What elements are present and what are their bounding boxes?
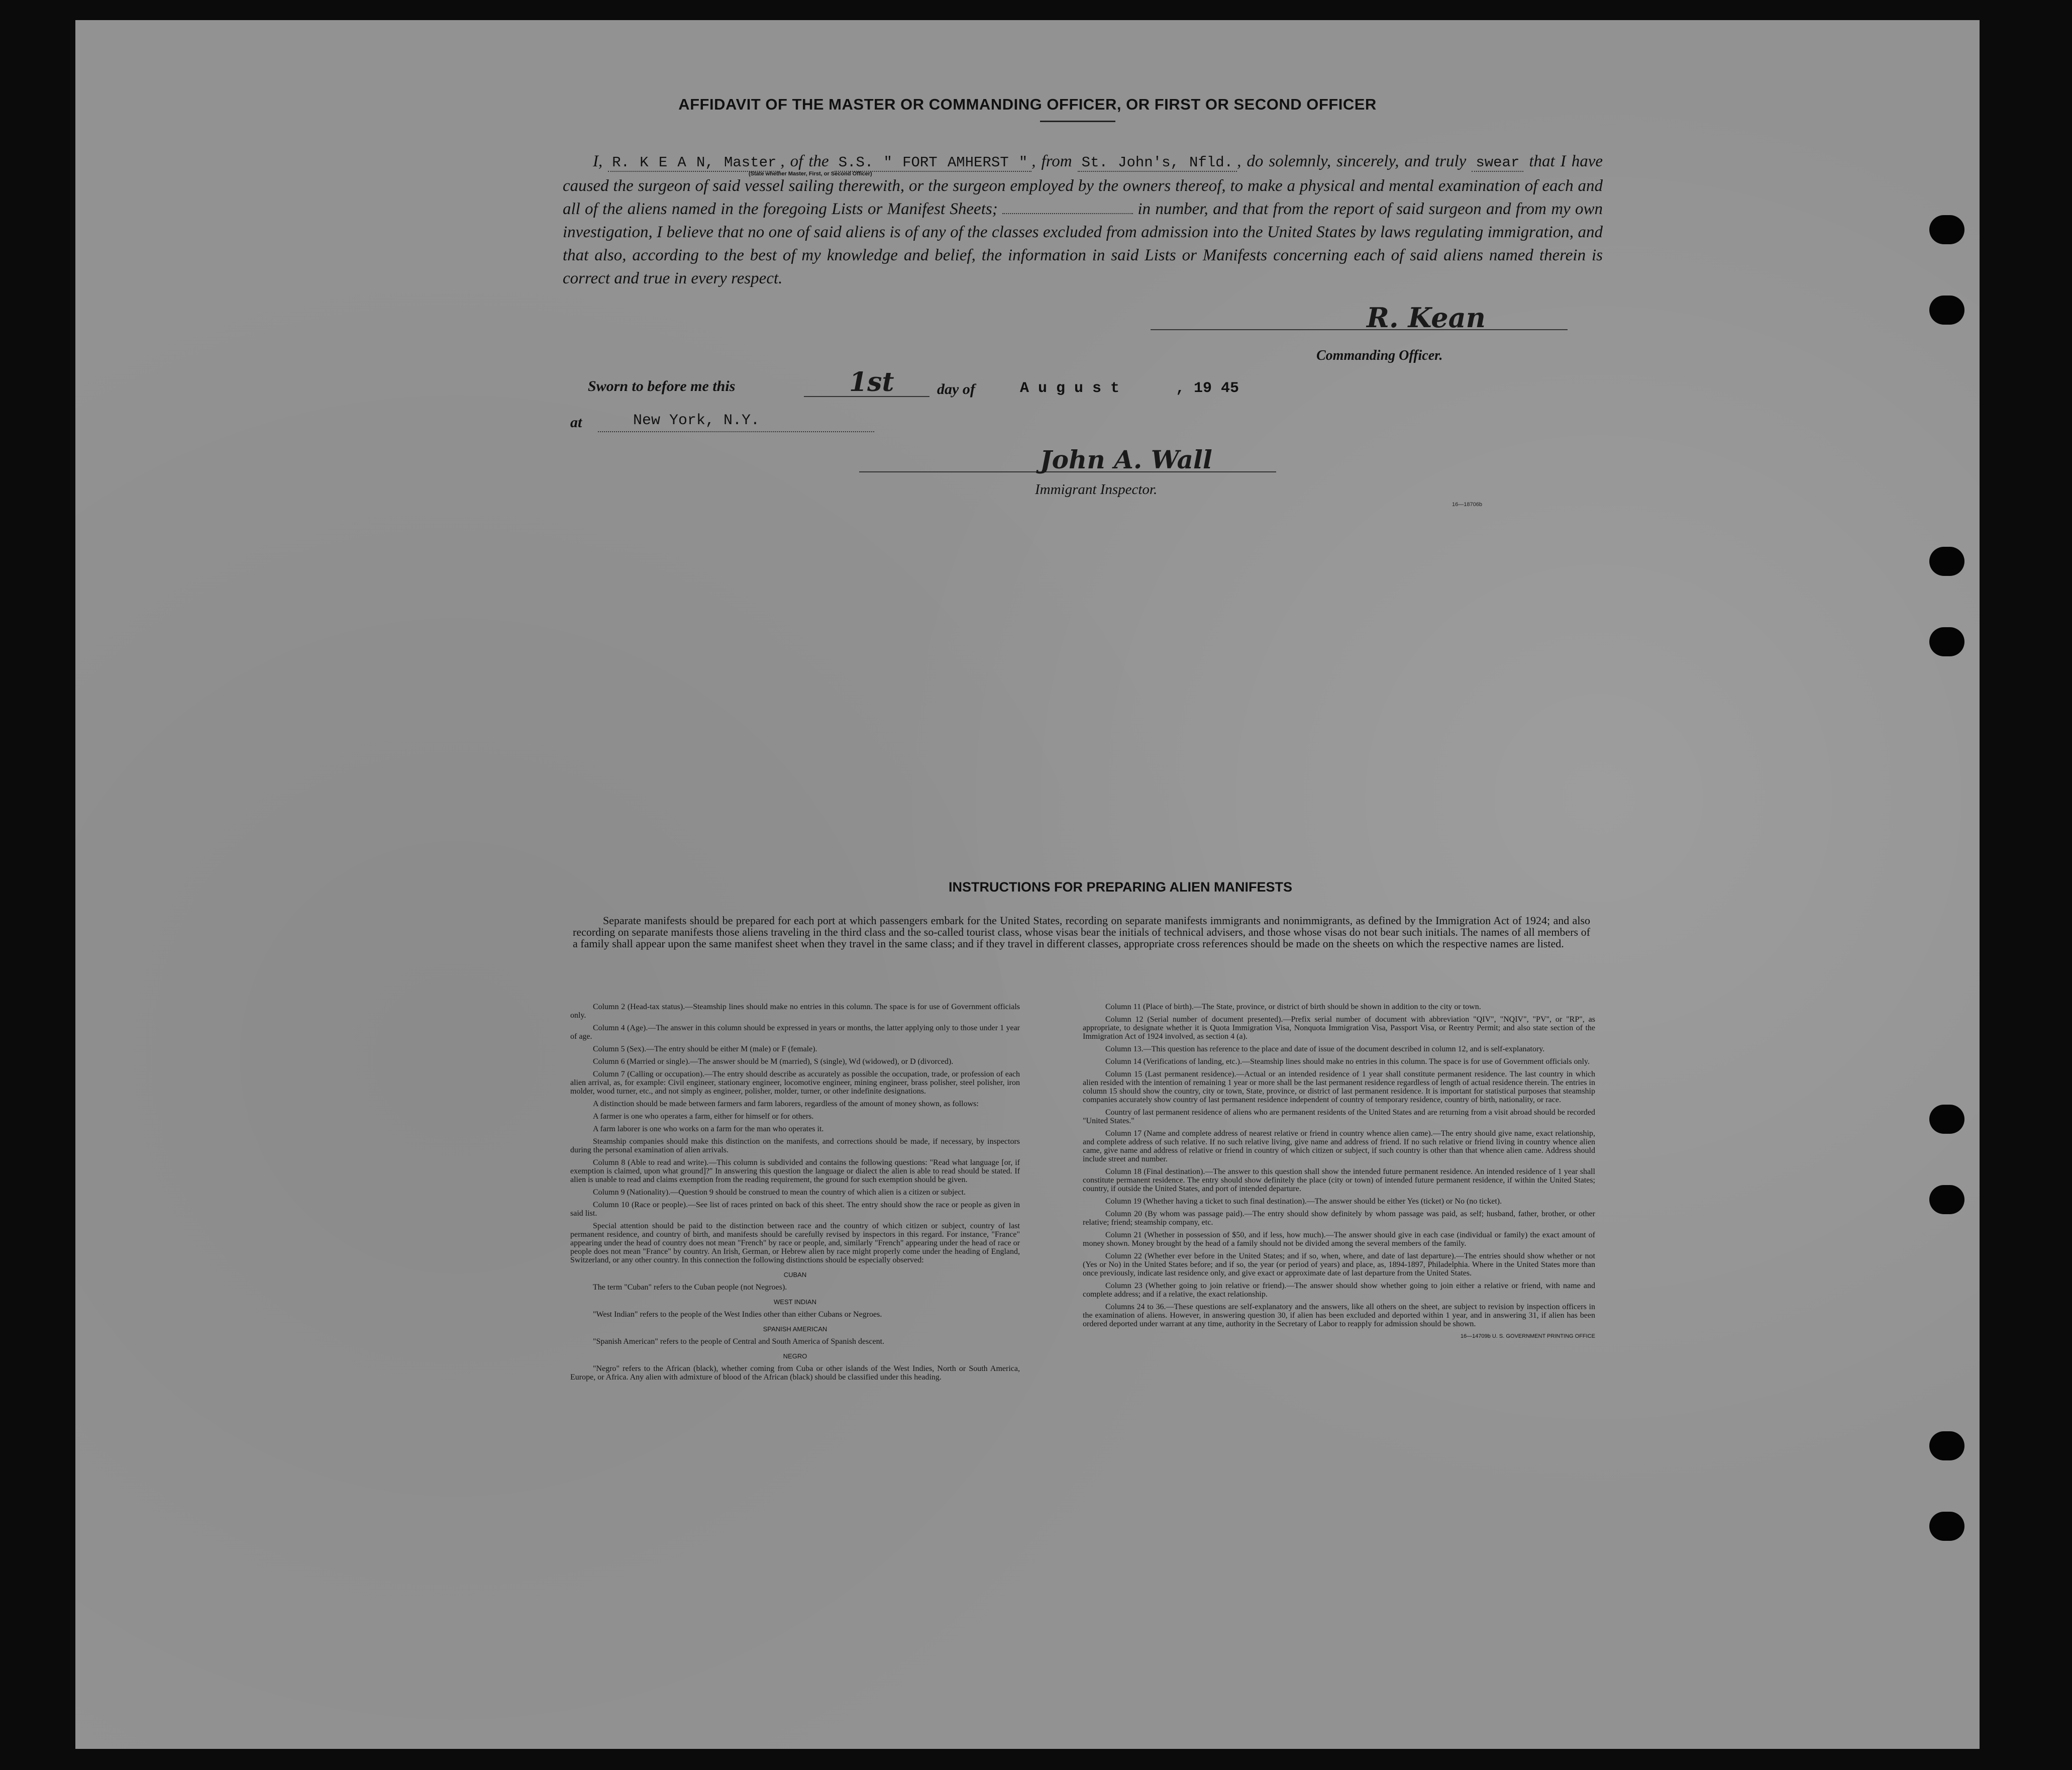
instruction-paragraph: A farmer is one who operates a farm, either for himself or for others. (593, 1112, 814, 1121)
vessel-name-field: S.S. " FORT AMHERST " (835, 154, 1032, 172)
affidavit-body-1: that I have caused the surgeon of said vessel sailing therewith, or the surgeon employed by the owners thereof, to make a physical and mental examination of each and all of the aliens named in the foregoing Lists or Manifest Sheets; (563, 152, 1603, 218)
immigrant-inspector-label: Immigrant Inspector. (1035, 481, 1158, 498)
affidavit-from: , from (1031, 152, 1072, 170)
instruction-paragraph: Column 14 (Verifications of landing, etc.).—Steamship lines should make no entries in this column. The space is for use of Government officials only. (1105, 1057, 1590, 1066)
instruction-paragraph: Column 5 (Sex).—The entry should be either M (male) or F (female). (593, 1045, 817, 1053)
instruction-paragraph: Columns 24 to 36.—These questions are self-explanatory and the answers, like all others on the sheet, are subject to revision by inspection officers in the examination of aliens. However, in answering question 30, if alien has been excluded and deported within 1 year, and in answering 31, if alien has been ordered deported under warrant at any time, authority in the Secretary of Labor to reapply for admission should be shown. (1083, 1303, 1595, 1328)
instruction-paragraph: Column 7 (Calling or occupation).—The entry should describe as accurately as possible the occupation, trade, or profession of each alien arrival, as, for example: Civil engineer, stationary engineer, locomotive engineer, mining engineer, brass polisher, steel polisher, iron molder, wood turner, etc., and not simply as engineer, polisher, molder, turner, or other indefinite designations. (570, 1070, 1020, 1096)
inspector-signature: John A. Wall (1040, 445, 1212, 474)
negro-definition: "Negro" refers to the African (black), whether coming from Cuba or other islands of the West Indies, North or South America, Europe, or Africa. Any alien with admixture of blood of the African (black) should be classified under this heading. (570, 1364, 1020, 1382)
instruction-paragraph: Steamship companies should make this distinction on the manifests, and corrections should be made, if necessary, by inspectors during the personal examination of alien arrivals. (570, 1137, 1020, 1154)
at-label: at (570, 414, 582, 431)
place-line (598, 430, 874, 432)
punch-hole (1929, 1512, 1964, 1541)
instruction-paragraph: Column 21 (Whether in possession of $50, and if less, how much).—The answer should give in each case (individual or family) the exact amount of money shown. Money brought by the head of a family should not be divided among the several members of the family. (1083, 1231, 1595, 1248)
instructions-title: INSTRUCTIONS FOR PREPARING ALIEN MANIFESTS (948, 879, 1293, 895)
instruction-paragraph: A farm laborer is one who works on a farm for the man who operates it. (593, 1125, 824, 1133)
affidavit-of-the: , of the (780, 152, 829, 170)
instruction-paragraph: Country of last permanent residence of aliens who are permanent residents of the United States and are returning from a visit abroad should be recorded "United States." (1083, 1108, 1595, 1125)
month-field: A u g u s t (1020, 380, 1120, 397)
manifest-sheet (75, 20, 1980, 1749)
spanish-american-definition: "Spanish American" refers to the people of Central and South America of Spanish descent. (593, 1337, 885, 1346)
west-indian-definition: "West Indian" refers to the people of the West Indies other than either Cubans or Negroes. (593, 1310, 882, 1319)
instruction-paragraph: Column 15 (Last permanent residence).—Actual or an intended residence of 1 year shall constitute permanent residence. The last country in which alien resided with the intention of remaining 1 year or more shall be the last permanent residence regardless of length of actual residence therein. The entries in column 15 should show the country, city or town, State, province, or district of last permanent residence. It is important for statistical purposes that steamship companies accurately show country of last permanent residence independent of country of temporary residence, country of birth, nationality, or race. (1083, 1070, 1595, 1104)
officer-name-field: R. K E A N, Master (608, 154, 780, 172)
punch-hole (1929, 1431, 1964, 1460)
punch-hole (1929, 1105, 1964, 1134)
affidavit-i: I, (593, 152, 603, 170)
departure-port-field: St. John's, Nfld. (1078, 154, 1237, 172)
commanding-officer-label: Commanding Officer. (1316, 348, 1443, 363)
punch-hole (1929, 1185, 1964, 1214)
affidavit-form-number: 16—18706b (1452, 502, 1482, 508)
cuban-heading: CUBAN (783, 1271, 807, 1279)
title-rule (1040, 121, 1115, 122)
instructions-left-column (570, 1003, 1020, 1386)
instruction-paragraph: Column 17 (Name and complete address of nearest relative or friend in country whence alien came).—The entry should give name, exact relationship, and complete address of such relative. If no such relative living, give name and address of friend. If no such relative or friend living in country whence alien came, give name and address of relative or friend in country of which citizen or subject, if such country is other than that whence alien came. Address should include street and number. (1083, 1129, 1595, 1163)
instruction-paragraph: Column 9 (Nationality).—Question 9 should be construed to mean the country of which alien is a citizen or subject. (593, 1188, 966, 1197)
affidavit-body-2: in number, and that from the report of said surgeon and from my own investigation, I believe that no one of said aliens is of any of the classes excluded from admission into the United States by laws regulating immigration, and that also, according to the best of my knowledge and belief, the information in said Lists or Manifests concerning each of said aliens named therein is correct and true in every respect. (563, 200, 1603, 287)
affidavit-do: , do (1237, 152, 1264, 170)
punch-hole (1929, 627, 1964, 656)
officer-rank-note: (State whether Master, First, or Second Officer) (749, 171, 872, 177)
punch-hole (1929, 547, 1964, 576)
instruction-paragraph: Column 23 (Whether going to join relative or friend).—The answer should show whether going to join either a relative or friend, with name and complete address; and if a relative, the exact relationship. (1083, 1282, 1595, 1299)
negro-heading: NEGRO (783, 1352, 807, 1360)
year-field: , 19 45 (1176, 380, 1239, 397)
affidavit-text (563, 150, 1603, 290)
instructions-right-column (1083, 1003, 1595, 1345)
punch-hole (1929, 296, 1964, 325)
sworn-label: Sworn to before me this (588, 378, 736, 395)
instruction-paragraph: Column 8 (Able to read and write).—This column is subdivided and contains the following questions: "Read what language [or, if exemption is claimed, upon what ground]?" In answering this question the language or dialect the alien is able to read should be stated. If alien is unable to read and claims exemption from the reading requirement, the ground for such exemption should be given. (570, 1158, 1020, 1184)
oath-type-field: swear (1472, 154, 1523, 172)
affidavit-solemnly: solemnly, sincerely, and truly (1269, 152, 1467, 170)
instruction-paragraph: Column 12 (Serial number of document presented).—Prefix serial number of document with abbreviation "QIV", "NQIV", "PV", or "RP", as appropriate, to designate whether it is Quota Immigration Visa, Nonquota Immigration Visa, Passport Visa, or Reentry Permit; and also state section of the Immigration Act of 1924 involved, as section 4 (a). (1083, 1015, 1595, 1041)
instruction-paragraph: Column 18 (Final destination).—The answer to this question shall show the intended future permanent residence. An intended residence of 1 year shall constitute permanent residence. The entry should show definitely the place (city or town) of intended future permanent residence, if within the United States; country, if outside the United States, and port of intended departure. (1083, 1167, 1595, 1193)
instruction-paragraph: Column 13.—This question has reference to the place and date of issue of the document described in column 12, and is self-explanatory. (1105, 1045, 1545, 1053)
instruction-paragraph: Column 19 (Whether having a ticket to such final destination).—The answer should be either Yes (ticket) or No (no ticket). (1105, 1197, 1502, 1206)
printing-office-footer: 16—14709b U. S. GOVERNMENT PRINTING OFFICE (1460, 1333, 1595, 1339)
instruction-paragraph: Column 11 (Place of birth).—The State, province, or district of birth should be shown in addition to the city or town. (1105, 1003, 1481, 1011)
master-signature: R. Kean (1367, 302, 1486, 334)
punch-hole (1929, 215, 1964, 244)
instruction-paragraph: Column 22 (Whether ever before in the United States; and if so, when, where, and date of last departure).—The entries should show whether or not (Yes or No) in the United States before; and if so, the year (or period of years) and place, as, 1894-1897, Philadelphia. Where in the United States more than once previously, indicate last residence only, and give exact or approximate date of last departure from the United States. (1083, 1252, 1595, 1277)
west-indian-heading: WEST INDIAN (774, 1298, 816, 1306)
sworn-day: 1st (849, 367, 894, 398)
instruction-paragraph: Special attention should be paid to the distinction between race and the country of which citizen or subject, country of last permanent residence, and country of birth, and manifests should be carefully revised by inspectors in this regard. For instance, "France" appearing under the head of country does not mean "French" by race or people, and, similarly "French" appearing under the head of race or people does not mean "France" by country. An Irish, German, or Hebrew alien by race might properly come under the heading of England, Switzerland, or any other country. In this connection the following distinctions should be especially observed: (570, 1222, 1020, 1264)
master-signature-line (1151, 329, 1568, 330)
sworn-place-field: New York, N.Y. (633, 412, 760, 429)
affidavit-title: AFFIDAVIT OF THE MASTER OR COMMANDING OFFICER, OR FIRST OR SECOND OFFICER (678, 95, 1377, 113)
spanish-american-heading: SPANISH AMERICAN (763, 1325, 827, 1333)
instructions-intro: Separate manifests should be prepared for each port at which passengers embark for the United States, recording on separate manifests immigrants and nonimmigrants, as defined by the Immigration Act of 1924; and also recording on separate manifests those aliens traveling in the third class and the so-called tourist class, whose visas bear the initials of technical advisers, and those whose visas do not bear such initials. The names of all members of a family shall appear upon the same manifest sheet when they travel in the same class; and if they travel in different classes, appropriate cross references should be made on the sheets on which the respective names are listed. (573, 914, 1590, 950)
sheet-count-blank (1002, 202, 1133, 214)
day-of-label: day of (937, 381, 975, 398)
instruction-paragraph: Column 10 (Race or people).—See list of races printed on back of this sheet. The entry should show the race or people as given in said list. (570, 1201, 1020, 1218)
instruction-paragraph: Column 2 (Head-tax status).—Steamship lines should make no entries in this column. The space is for use of Government officials only. (570, 1003, 1020, 1020)
cuban-definition: The term "Cuban" refers to the Cuban people (not Negroes). (593, 1283, 787, 1292)
instruction-paragraph: A distinction should be made between farmers and farm laborers, regardless of the amount of money shown, as follows: (593, 1100, 979, 1108)
instruction-paragraph: Column 4 (Age).—The answer in this column should be expressed in years or months, the latter applying only to those under 1 year of age. (570, 1024, 1020, 1041)
instruction-paragraph: Column 6 (Married or single).—The answer should be M (married), S (single), Wd (widowed), or D (divorced). (593, 1057, 954, 1066)
instruction-paragraph: Column 20 (By whom was passage paid).—The entry should show definitely by whom passage was paid, as self; husband, father, brother, or other relative; friend; steamship company, etc. (1083, 1210, 1595, 1227)
